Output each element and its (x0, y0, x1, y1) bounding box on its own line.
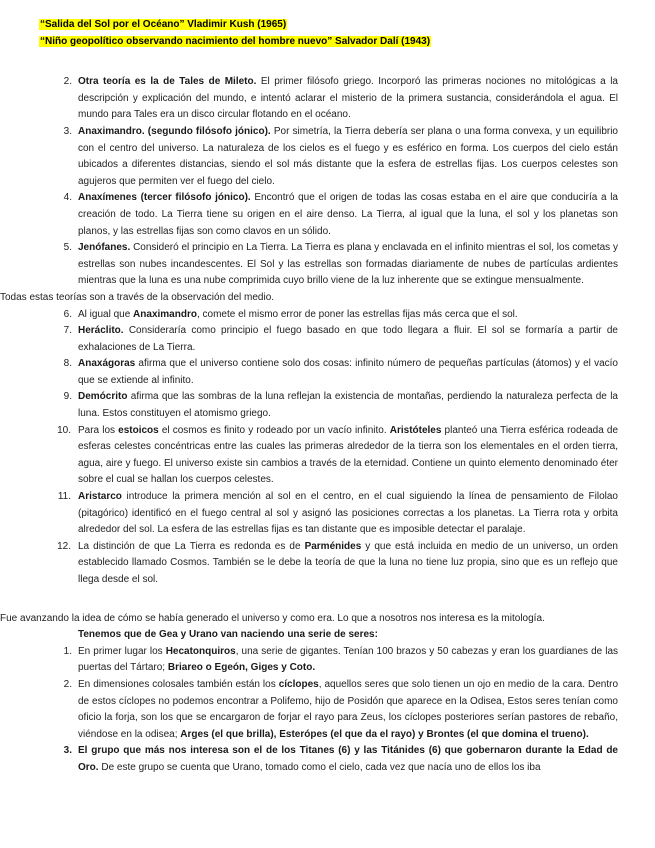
list-item: 5. Jenófanes. Consideró el principio en La Tierra. La Tierra es plana y enclavada en el infinito mientras el sol, los cometas y estrellas son nubes incandescentes. El Sol y las estrellas son formadas diariamente de nubes de partículas ardientes mientras que la luna es una nube comprimida cuyo brillo viene de la luz inherente que se extingue mensualmente. (63, 242, 618, 287)
list-item: 2. En dimensiones colosales también están los cíclopes, aquellos seres que solo tienen un ojo en medio de la cara. Dentro de estos cíclopes no podemos encontrar a Polifemo, hijo de Posidón que aparece en la Odisea, Estos seres tenían como oficio la forja, son los que se encargaron de forjar el rayo para Zeus, los cíclopes posteriores serían pastores de rebaño, viéndose en la odisea; Arges (el que brilla), Esterópes (el que da el rayo) y Brontes (el que domina el trueno). (63, 678, 619, 740)
list-item: 8. Anaxágoras afirma que el universo contiene solo dos cosas: infinito número de pequeñas partículas (átomos) y el vacío que se extiende al infinito. (63, 358, 618, 386)
list-item: 4. Anaxímenes (tercer filósofo jónico). Encontró que el origen de todas las cosas estaba en el aire que conduciría a la creación de todo. La Tierra tiene su origen en el aire denso. La Tierra, al igual que la luna, el sol y los planetas son planos, y las estrellas fijas son como clavos en un sólido. (63, 192, 618, 237)
list-item: 11. Aristarco introduce la primera mención al sol en el centro, en el cual siguiendo la línea de pensamiento de Filolao (pitagórico) identificó en el fuego central al sol y asignó las posiciones correctas a los planetas. La Tierra rota y orbita alrededor del sol. La esfera de las estrellas fijas es tan distante que es imposible detectar el paralaje. (57, 491, 618, 536)
list-item: 7. Heráclito. Consideraría como principio el fuego basado en que todo llegara a fluir. El sol se formaría a partir de exhalaciones de La Tierra. (63, 325, 618, 353)
artwork-title-dali: “Niño geopolítico observando nacimiento del hombre nuevo” Salvador Dalí (1943) (40, 35, 431, 47)
list-item: 6. Al igual que Anaximandro, comete el mismo error de poner las estrellas fijas más cerca que el sol. (63, 308, 518, 320)
philosophers-list-continued (39, 307, 618, 589)
list-item: 3. Anaximandro. (segundo filósofo jónico). Por simetría, la Tierra debería ser plana o una forma convexa, y un equilibrio con el centro del universo. La naturaleza de los cielos es el fuego y es esférico en forma. Los cuerpos del cielo están ubicados a diferentes distancias, siendo el sol más distante que la esfera de estrellas fijas. Los cuerpos celestes son agujeros que permiten ver el fuego del cielo. (63, 125, 618, 187)
list-item: 9. Demócrito afirma que las sombras de la luna reflejan la existencia de montañas, perdiendo la naturaleza perfecta de la luna. Estos constituyen el atomismo griego. (63, 391, 618, 420)
highlighted-titles (39, 17, 618, 50)
list-item: 3. El grupo que más nos interesa son el de los Titanes (6) y las Titánides (6) que gobernaron durante la Edad de Oro. De este grupo se cuenta que Urano, tomado como el cielo, cada vez que nacía uno de ellos los iba (63, 745, 618, 773)
list-item: 1. En primer lugar los Hecatonquiros, una serie de gigantes. Tenían 100 brazos y 50 cabezas y eran los guardianes de las puertas del Tártaro; Briareo o Egeón, Giges y Coto. (63, 645, 619, 674)
list-item: 10. Para los estoicos el cosmos es finito y rodeado por un vacío infinito. Aristóteles planteó una Tierra esférica rodeada de esferas celestes concéntricas entre las cuales las primeras alrededor de la tierra son los elementales en el orden tierra, agua, aire y fuego. El universo existe sin cambios a través de la eternidad. Contiene un quinto elemento denominado éter sobre el cual se hallan los cuerpos celestes. (57, 424, 619, 486)
beings-list (39, 644, 618, 777)
section-subheading: Tenemos que de Gea y Urano van naciendo una serie de seres: (78, 629, 378, 641)
philosophers-list (39, 74, 618, 290)
outro-paragraph: Fue avanzando la idea de cómo se había generado el universo y como era. Lo que a nosotros nos interesa es la mitología. (0, 612, 545, 624)
list-item: 12. La distinción de que La Tierra es redonda es de Parménides y que está incluida en medio de un universo, un orden establecido llamado Cosmos. También se le debe la teoría de que la luna no tiene luz propia, sino que es un reflejo que llega desde el sol. (57, 540, 618, 585)
list-item: 2. Otra teoría es la de Tales de Mileto. El primer filósofo griego. Incorporó las primeras nociones no mitológicas a la descripción y explicación del mundo, e intentó aclarar el misterio de la primera sustancia, considerándola el agua. El mundo para Tales era un disco circular flotando en el océano. (63, 76, 618, 121)
interlude-paragraph: Todas estas teorías son a través de la observación del medio. (0, 291, 275, 303)
artwork-title-kush: “Salida del Sol por el Océano” Vladimir Kush (1965) (40, 19, 287, 30)
